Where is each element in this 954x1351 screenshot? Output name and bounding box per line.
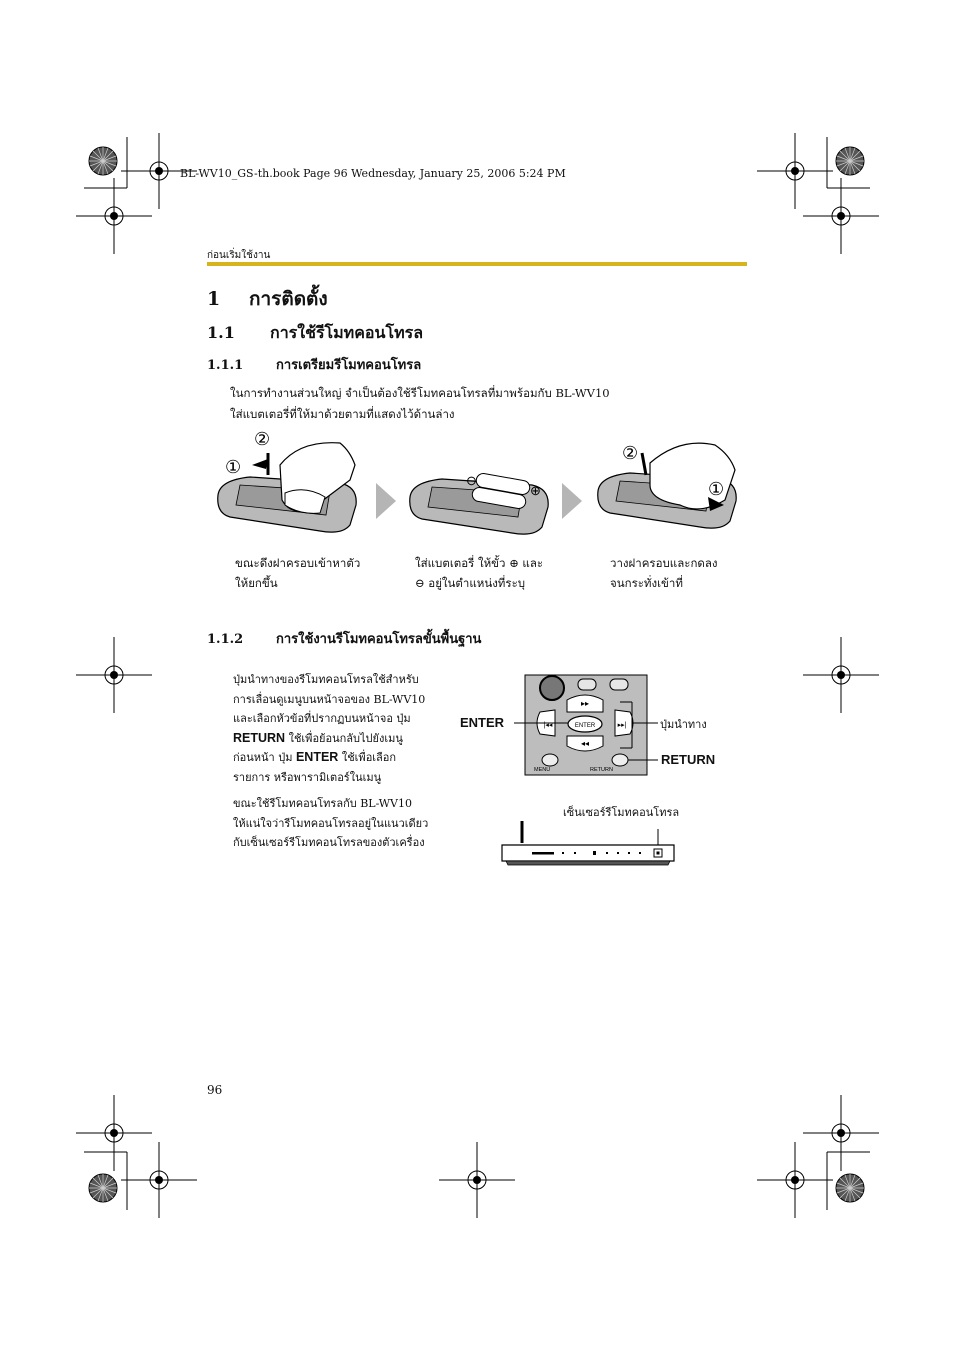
- enter-label: ENTER: [460, 715, 505, 730]
- battery-steps-illustration: [210, 425, 750, 545]
- running-header: ก่อนเริ่มใช้งาน: [207, 250, 271, 261]
- caption-line: ให้ยกขึ้น: [235, 576, 278, 590]
- para-line: การเลื่อนดูเมนูบนหน้าจอของ BL-WV10: [233, 692, 426, 706]
- step2-caption: [415, 553, 575, 593]
- remote-step2-illustration: [410, 472, 548, 534]
- section-heading: [207, 284, 328, 314]
- caption-line: จนกระทั่งเข้าที่: [610, 576, 683, 590]
- subsection-heading: [207, 321, 423, 346]
- subsection-number: 1.1: [207, 323, 235, 342]
- sub1-number: 1.1.1: [207, 358, 244, 373]
- sensor-label: เซ็นเซอร์รีโมทคอนโทรล: [563, 806, 680, 819]
- navigation-buttons-label: ปุ่มนำทาง: [660, 718, 707, 731]
- sub1-heading: [207, 354, 421, 375]
- step-marker-2: ②: [622, 443, 639, 463]
- callout-lines: [510, 680, 660, 770]
- base-unit-illustration: [498, 815, 683, 870]
- enter-keyword: ENTER: [295, 750, 339, 764]
- para-line: ขณะใช้รีโมทคอนโทรลกับ BL-WV10: [233, 797, 412, 810]
- polarity-plus-icon: ⊕: [530, 483, 541, 498]
- remote-menu-key-label: MENU: [534, 767, 551, 773]
- sub2-heading: [207, 628, 481, 649]
- sub1-title: การเตรียมรีโมทคอนโทรล: [276, 358, 422, 373]
- remote-enter-key-label: ENTER: [574, 723, 596, 729]
- page-number: 96: [207, 1083, 223, 1097]
- section-number: 1: [207, 288, 221, 310]
- intro-line: ใส่แบตเตอรี่ที่ให้มาด้วยตามที่แสดงไว้ด้านล่าง: [230, 407, 455, 421]
- para-line: และเลือกหัวข้อที่ปรากฏบนหน้าจอ ปุ่ม: [233, 712, 411, 725]
- step-marker-1: ①: [225, 457, 242, 477]
- para-text: ก่อนหน้า ปุ่ม: [233, 751, 296, 764]
- para-text: ใช้เพื่อเลือก: [338, 751, 397, 764]
- para-text: ใช้เพื่อย้อนกลับไปยังเมนู: [285, 731, 403, 745]
- return-label: RETURN: [661, 752, 716, 767]
- skip-prev-icon: |◂◂: [543, 722, 553, 729]
- para-line: รายการ หรือพารามิเตอร์ในเมนู: [233, 770, 382, 784]
- header-rule: [207, 262, 747, 266]
- skip-next-icon: ▸▸|: [617, 722, 627, 729]
- step1-caption: [235, 553, 395, 593]
- step-marker-2: ②: [254, 429, 271, 449]
- rewind-icon: ◂◂: [580, 739, 590, 748]
- arrow-right-icon: [562, 483, 582, 519]
- book-info-slug: BL-WV10_GS-th.book Page 96 Wednesday, January 25, 2006 5:24 PM: [180, 167, 566, 180]
- polarity-minus-icon: ⊖: [466, 473, 477, 488]
- sub2-number: 1.1.2: [207, 632, 244, 647]
- para-line: [233, 729, 443, 749]
- caption-line: ⊖ อยู่ในตำแหน่งที่ระบุ: [415, 576, 526, 590]
- navigation-paragraph: [233, 670, 443, 787]
- section-title: การติดตั้ง: [249, 288, 328, 310]
- caption-line: ขณะดึงฝาครอบเข้าหาตัว: [235, 556, 361, 570]
- fast-forward-icon: ▸▸: [580, 699, 590, 708]
- caption-line: ใส่แบตเตอรี่ ให้ขั้ว ⊕ และ: [415, 556, 544, 570]
- sub1-intro: [230, 383, 690, 425]
- caption-line: วางฝาครอบและกดลง: [610, 556, 718, 570]
- sensor-paragraph: [233, 794, 443, 853]
- arrow-right-icon: [376, 483, 396, 519]
- step3-caption: [610, 553, 770, 593]
- return-keyword: RETURN: [233, 730, 286, 745]
- para-line: ปุ่มนำทางของรีโมทคอนโทรลใช้สำหรับ: [233, 673, 419, 686]
- subsection-title: การใช้รีโมทคอนโทรล: [270, 323, 424, 342]
- para-line: [233, 748, 443, 768]
- remote-return-key-label: RETURN: [590, 767, 613, 773]
- para-line: ให้แน่ใจว่ารีโมทคอนโทรลอยู่ในแนวเดียว: [233, 816, 429, 830]
- para-line: กับเซ็นเซอร์รีโมทคอนโทรลของตัวเครื่อง: [233, 836, 425, 849]
- step-marker-1: ①: [708, 479, 725, 499]
- sub2-title: การใช้งานรีโมทคอนโทรลขั้นพื้นฐาน: [276, 632, 482, 647]
- intro-line: ในการทำงานส่วนใหญ่ จำเป็นต้องใช้รีโมทคอนโทรลที่มาพร้อมกับ BL-WV10: [230, 386, 610, 400]
